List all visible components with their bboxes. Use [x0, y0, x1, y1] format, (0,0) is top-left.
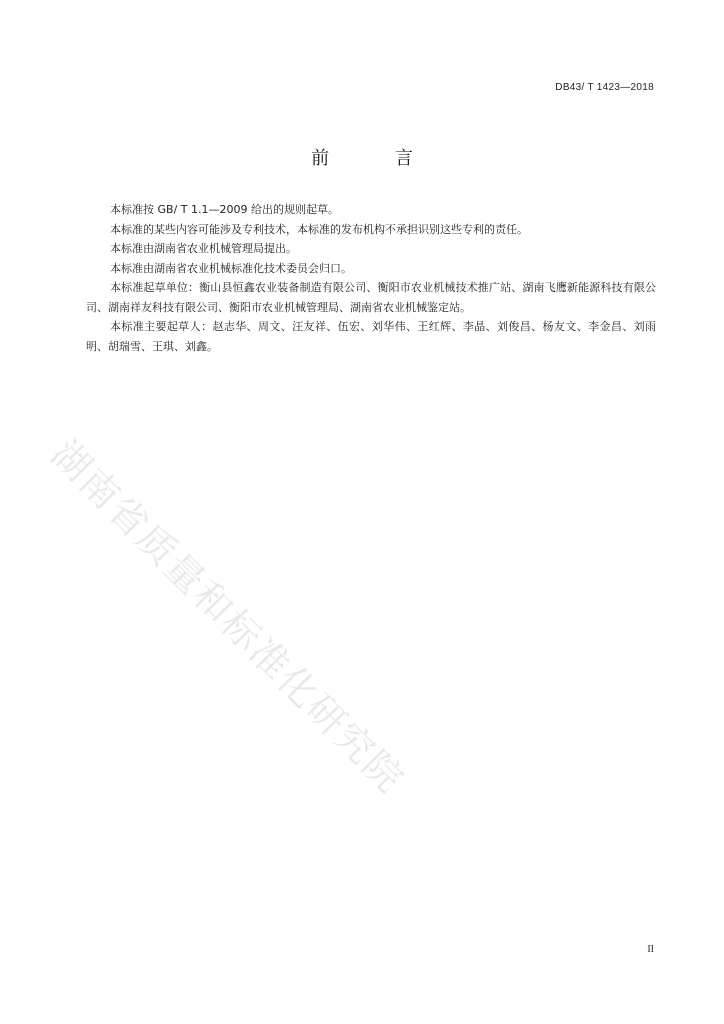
paragraph-patent-notice: 本标准的某些内容可能涉及专利技术，本标准的发布机构不承担识别这些专利的责任。	[110, 222, 528, 236]
paragraph-proposer: 本标准由湖南省农业机械管理局提出。	[110, 242, 297, 255]
page-number: II	[647, 944, 654, 955]
foreword-body	[86, 200, 656, 356]
paragraph-centralized-by: 本标准由湖南省农业机械标准化技术委员会归口。	[110, 261, 352, 275]
watermark: 湖南省质量和标准化研究院	[42, 431, 414, 802]
paragraph-drafting-rules: 本标准按 GB/ T 1.1—2009 给出的规则起草。	[110, 203, 339, 216]
paragraph-drafting-units: 本标准起草单位：衡山县恒鑫农业装备制造有限公司、衡阳市农业机械技术推广站、湖南飞鹰新能源科技有限公司、湖南祥友科技有限公司、衡阳市农业机械管理局、湖南省农业机械鉴定站。	[86, 281, 656, 314]
paragraph-drafters: 本标准主要起草人：赵志华、周文、汪友祥、伍宏、刘华伟、王红辉、李晶、刘俊昌、杨友文、李金昌、刘雨明、胡瑞雪、王琪、刘鑫。	[86, 320, 656, 353]
page-title: 前 言	[311, 148, 443, 169]
standard-code: DB43/ T 1423—2018	[555, 82, 654, 93]
